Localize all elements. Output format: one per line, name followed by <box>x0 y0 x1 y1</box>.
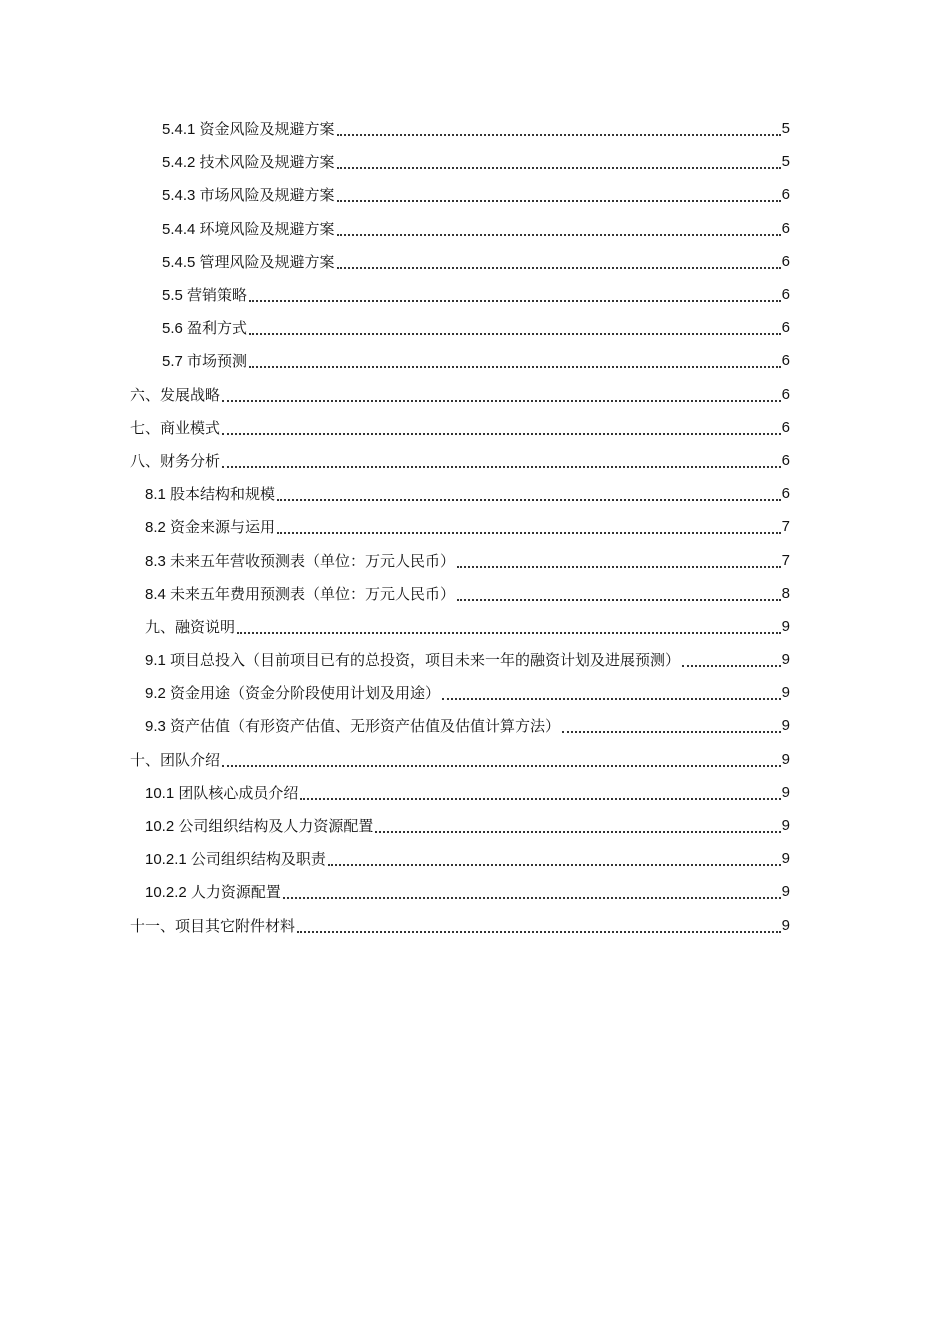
toc-entry[interactable] <box>0 709 790 742</box>
toc-entry-title: 5.5 营销策略 <box>162 284 248 305</box>
toc-entry-title: 10.2 公司组织结构及人力资源配置 <box>145 815 374 836</box>
toc-entry-title: 8.3 未来五年营收预测表（单位：万元人民币） <box>145 550 456 571</box>
toc-entry[interactable] <box>0 610 790 643</box>
toc-entry[interactable] <box>0 278 790 311</box>
toc-entry[interactable] <box>0 311 790 344</box>
toc-entry-title: 9.3 资产估值（有形资产估值、无形资产估值及估值计算方法） <box>145 715 561 736</box>
dot-leader <box>562 730 781 733</box>
toc-entry-title: 8.1 股本结构和规模 <box>145 483 276 504</box>
toc-entry-title: 5.6 盈利方式 <box>162 317 248 338</box>
toc-entry[interactable] <box>0 378 790 411</box>
dot-leader <box>337 199 781 202</box>
toc-entry-page-number: 9 <box>781 817 790 835</box>
toc-entry-page-number: 9 <box>781 850 790 868</box>
toc-entry-title: 10.2.2 人力资源配置 <box>145 881 282 902</box>
toc-entry[interactable] <box>0 145 790 178</box>
toc-entry-page-number: 9 <box>781 651 790 669</box>
toc-entry-page-number: 6 <box>781 385 790 403</box>
toc-entry-page-number: 9 <box>781 617 790 635</box>
dot-leader <box>249 299 781 302</box>
dot-leader <box>457 565 781 568</box>
toc-entry-page-number: 6 <box>781 252 790 270</box>
toc-entry[interactable] <box>0 245 790 278</box>
toc-entry[interactable] <box>0 444 790 477</box>
toc-entry-page-number: 9 <box>781 916 790 934</box>
toc-entry-page-number: 9 <box>781 883 790 901</box>
toc-entry[interactable] <box>0 776 790 809</box>
dot-leader <box>277 498 781 501</box>
toc-entry-page-number: 6 <box>781 451 790 469</box>
dot-leader <box>337 266 781 269</box>
dot-leader <box>442 697 781 700</box>
toc-entry-page-number: 6 <box>781 485 790 503</box>
toc-entry[interactable] <box>0 909 790 942</box>
toc-entry-title: 十、团队介绍 <box>130 749 221 770</box>
toc-entry-title: 九、融资说明 <box>145 616 236 637</box>
toc-entry-title: 六、发展战略 <box>130 384 221 405</box>
toc-entry-title: 5.4.2 技术风险及规避方案 <box>162 151 336 172</box>
toc-entry-title: 八、财务分析 <box>130 450 221 471</box>
toc-entry-page-number: 5 <box>781 153 790 171</box>
dot-leader <box>222 764 781 767</box>
toc-entry[interactable] <box>0 543 790 576</box>
toc-entry-page-number: 7 <box>781 518 790 536</box>
toc-entry[interactable] <box>0 743 790 776</box>
toc-entry-page-number: 6 <box>781 352 790 370</box>
dot-leader <box>249 365 781 368</box>
dot-leader <box>222 399 781 402</box>
toc-entry-page-number: 6 <box>781 219 790 237</box>
toc-entry-page-number: 6 <box>781 319 790 337</box>
dot-leader <box>222 432 781 435</box>
dot-leader <box>237 631 781 634</box>
toc-entry[interactable] <box>0 676 790 709</box>
toc-entry-title: 5.4.1 资金风险及规避方案 <box>162 118 336 139</box>
toc-entry[interactable] <box>0 510 790 543</box>
table-of-contents <box>0 112 950 942</box>
toc-entry-page-number: 9 <box>781 750 790 768</box>
toc-entry[interactable] <box>0 809 790 842</box>
toc-entry[interactable] <box>0 212 790 245</box>
toc-entry[interactable] <box>0 842 790 875</box>
toc-entry-title: 十一、项目其它附件材料 <box>130 915 296 936</box>
toc-entry-title: 10.1 团队核心成员介绍 <box>145 782 299 803</box>
toc-entry-page-number: 6 <box>781 186 790 204</box>
dot-leader <box>283 896 781 899</box>
dot-leader <box>300 797 780 800</box>
toc-entry[interactable] <box>0 477 790 510</box>
toc-entry-page-number: 9 <box>781 783 790 801</box>
dot-leader <box>337 166 781 169</box>
toc-entry-title: 5.4.3 市场风险及规避方案 <box>162 184 336 205</box>
toc-entry-title: 10.2.1 公司组织结构及职责 <box>145 848 327 869</box>
dot-leader <box>457 598 781 601</box>
dot-leader <box>375 830 780 833</box>
dot-leader <box>337 233 781 236</box>
toc-entry[interactable] <box>0 112 790 145</box>
toc-entry[interactable] <box>0 178 790 211</box>
toc-entry-title: 5.4.5 管理风险及规避方案 <box>162 251 336 272</box>
dot-leader <box>337 133 781 136</box>
dot-leader <box>682 664 781 667</box>
toc-entry-page-number: 9 <box>781 684 790 702</box>
toc-entry-page-number: 5 <box>781 120 790 138</box>
toc-entry-title: 8.4 未来五年费用预测表（单位：万元人民币） <box>145 583 456 604</box>
toc-entry-title: 七、商业模式 <box>130 417 221 438</box>
dot-leader <box>277 531 781 534</box>
toc-entry-title: 8.2 资金来源与运用 <box>145 516 276 537</box>
toc-entry-page-number: 6 <box>781 286 790 304</box>
toc-entry[interactable] <box>0 875 790 908</box>
toc-entry-title: 9.2 资金用途（资金分阶段使用计划及用途） <box>145 682 441 703</box>
toc-entry-page-number: 9 <box>781 717 790 735</box>
dot-leader <box>249 332 781 335</box>
toc-entry-title: 9.1 项目总投入（目前项目已有的总投资，项目未来一年的融资计划及进展预测） <box>145 649 681 670</box>
toc-entry[interactable] <box>0 577 790 610</box>
toc-entry-page-number: 8 <box>781 584 790 602</box>
toc-entry-title: 5.4.4 环境风险及规避方案 <box>162 218 336 239</box>
dot-leader <box>222 465 781 468</box>
toc-entry-page-number: 6 <box>781 418 790 436</box>
dot-leader <box>328 863 781 866</box>
toc-entry[interactable] <box>0 344 790 377</box>
toc-entry[interactable] <box>0 411 790 444</box>
dot-leader <box>297 930 781 933</box>
toc-entry[interactable] <box>0 643 790 676</box>
toc-entry-page-number: 7 <box>781 551 790 569</box>
toc-entry-title: 5.7 市场预测 <box>162 350 248 371</box>
